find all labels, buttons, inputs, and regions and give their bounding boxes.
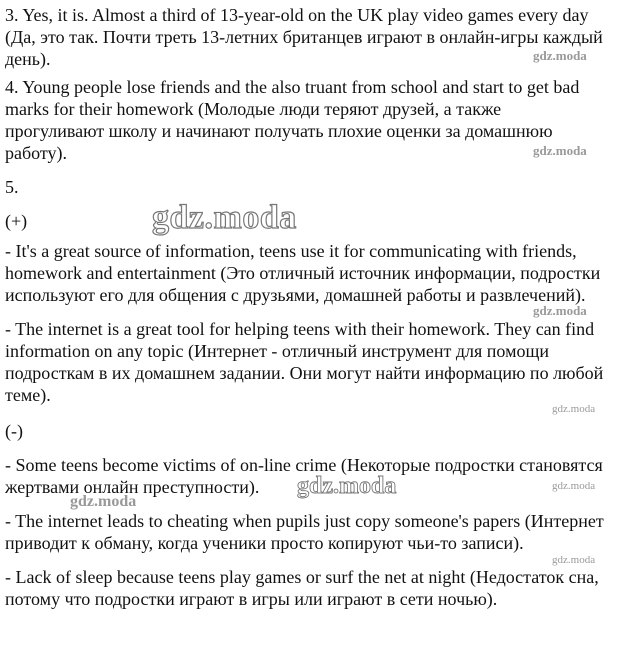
watermark-medium: gdz.moda <box>297 473 397 499</box>
minus-item-2 <box>5 510 604 554</box>
text-line: - Lack of sleep because teens play games or surf the net at night (Недостаток сна, <box>5 567 599 587</box>
text-line: работу). <box>5 143 68 163</box>
text-line: жертвами онлайн преступности). <box>5 477 260 497</box>
text-line: 3. Yes, it is. Almost a third of 13-year-old on the UK play video games every day <box>5 5 589 25</box>
text-line: homework and entertainment (Это отличный источник информации, подростки <box>5 263 601 283</box>
text-line: потому что подростки играют в игры или играют в сети ночью). <box>5 589 498 609</box>
watermark: gdz.moda <box>533 303 587 318</box>
plus-label: (+) <box>5 211 28 231</box>
text-line: теме). <box>5 385 51 405</box>
text-line: - The internet leads to cheating when pupils just copy someone's papers (Интернет <box>5 511 604 531</box>
text-line: - It's a great source of information, teens use it for communicating with friends, <box>5 241 577 261</box>
watermark: gdz.moda <box>552 554 596 566</box>
text-line: подросткам в их домашнем задании. Они могут найти информацию по любой <box>5 363 604 383</box>
text-line: - Some teens become victims of on-line crime (Некоторые подростки становятся <box>5 455 603 475</box>
text-line: marks for their homework (Молодые люди теряют друзей, а также <box>5 99 502 119</box>
watermark: gdz.moda <box>552 480 596 492</box>
answer-3 <box>5 4 603 70</box>
answer-4 <box>5 76 579 164</box>
text-line: information on any topic (Интернет - отличный инструмент для помощи <box>5 341 549 361</box>
text-line: (Да, это так. Почти треть 13-летних британцев играют в онлайн-игры каждый <box>5 27 603 47</box>
text-line: день). <box>5 49 51 69</box>
watermark: gdz.moda <box>533 143 587 158</box>
watermark: gdz.moda <box>552 403 596 415</box>
minus-label: (-) <box>5 421 23 441</box>
plus-item-2 <box>5 318 603 406</box>
answer-5-label: 5. <box>5 177 19 197</box>
watermark: gdz.moda <box>533 48 587 63</box>
text-line: 4. Young people lose friends and the also truant from school and start to get bad <box>5 77 580 97</box>
watermark: gdz.moda <box>70 493 137 510</box>
text-line: используют его для общения с друзьями, домашней работы и развлечений). <box>5 285 586 305</box>
text-line: приводит к обману, когда ученики просто копируют чьи-то записи). <box>5 533 524 553</box>
plus-item-1 <box>5 240 600 306</box>
text-line: - The internet is a great tool for helping teens with their homework. They can find <box>5 319 595 339</box>
watermark-large: gdz.moda <box>152 199 297 236</box>
text-line: прогуливают школу и начинают получать плохие оценки за домашнюю <box>5 121 553 141</box>
minus-item-3 <box>5 566 599 610</box>
